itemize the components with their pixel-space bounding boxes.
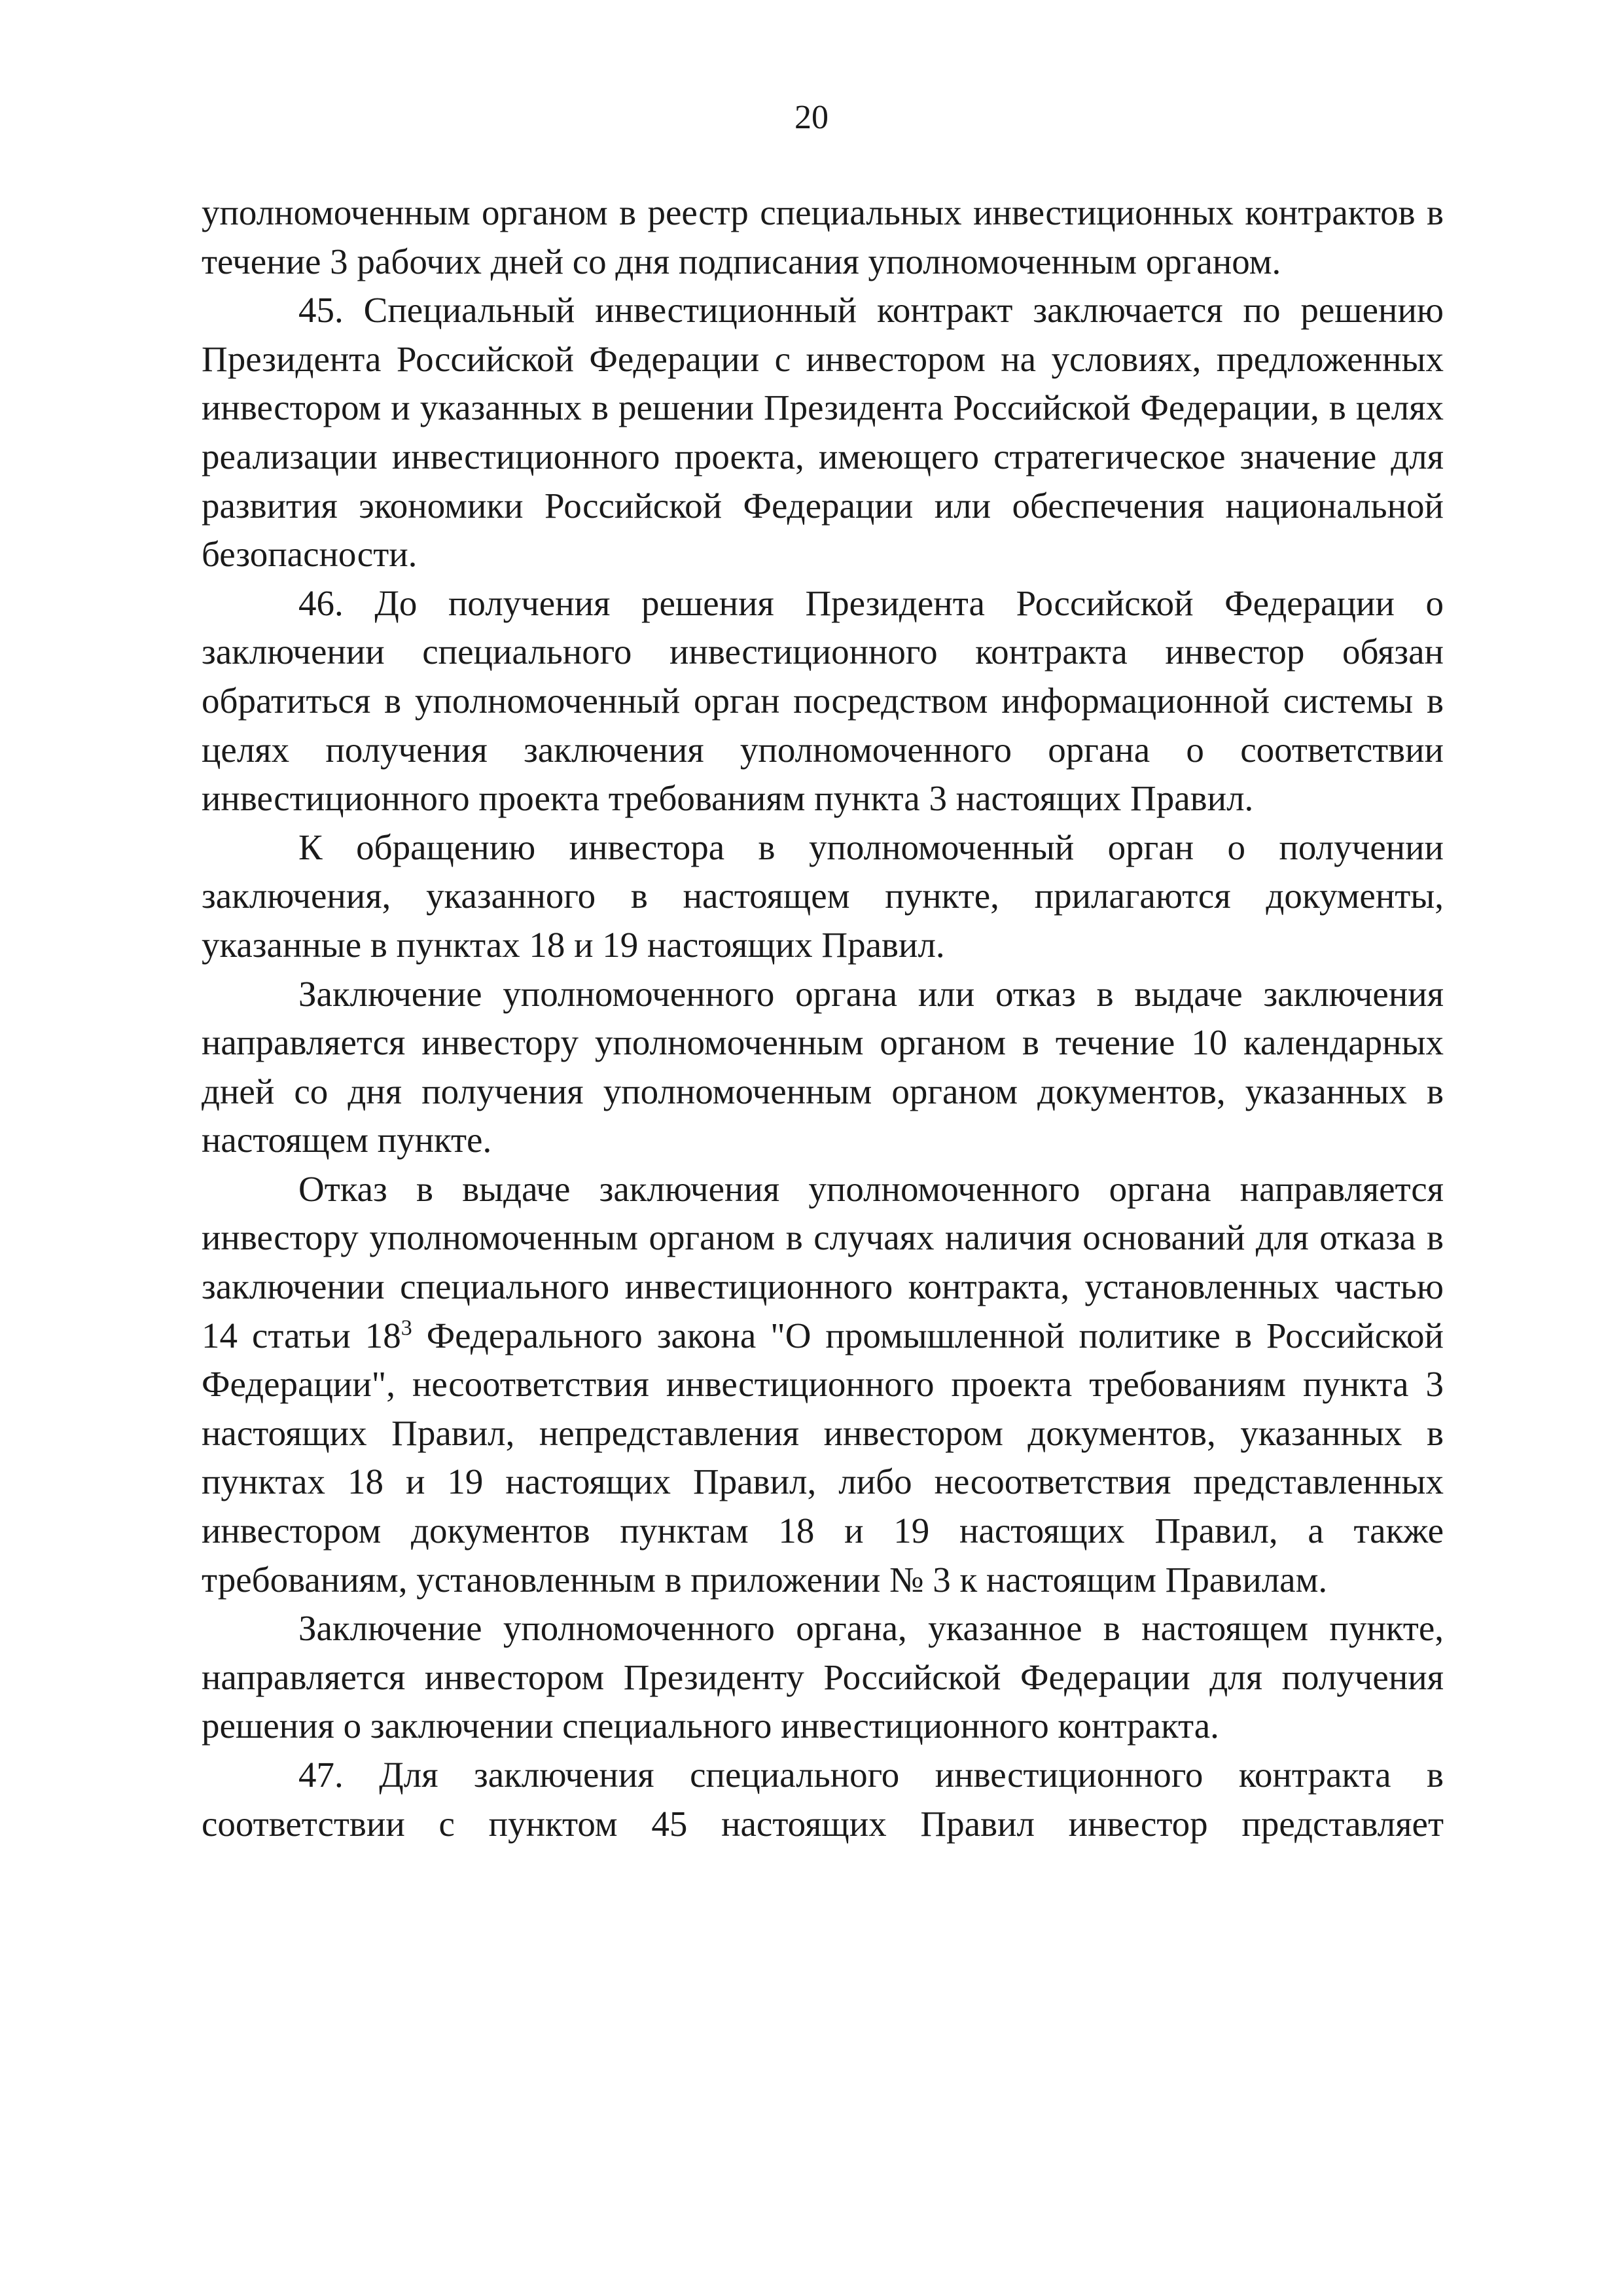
refusal-text-part-2: Федерального закона "О промышленной политике в Российской Федерации", несоответствия инвестиционного проекта требованиям пункта 3 настоящих Правил, непредставления инвестором документов, указанных в пунктах 18 и 19 настоящих Правил, либо несоответствия представленных инвестором документов пунктам 18 и 19 настоящих Правил, а также требованиям, установленным в приложении № 3 к настоящим Правилам. bbox=[202, 1315, 1444, 1600]
paragraph-47: 47. Для заключения специального инвестиционного контракта в соответствии с пунктом 45 настоящих Правил инвестор представляет bbox=[202, 1755, 1444, 1844]
document-body bbox=[202, 188, 1444, 1848]
refusal-text-part-1: Отказ в выдаче заключения уполномоченного органа направляется инвестору уполномоченным органом в случаях наличия оснований для отказа в заключении специального инвестиционного контракта, установленных частью 14 статьи 18 bbox=[202, 1168, 1444, 1355]
paragraph-46-conclusion-submission: Заключение уполномоченного органа, указанное в настоящем пункте, направляется инвестором Президенту Российской Федерации для получения решения о заключении специального инвестиционного контракта. bbox=[202, 1608, 1444, 1746]
paragraph-46: 46. До получения решения Президента Российской Федерации о заключении специального инвестиционного контракта инвестор обязан обратиться в уполномоченный орган посредством информационной системы в целях получения заключения уполномоченного органа о соответствии инвестиционного проекта требованиям пункта 3 настоящих Правил. bbox=[202, 583, 1444, 819]
paragraph-46-attachments: К обращению инвестора в уполномоченный орган о получении заключения, указанного в настоящем пункте, прилагаются документы, указанные в пунктах 18 и 19 настоящих Правил. bbox=[202, 827, 1444, 965]
paragraph-46-refusal-grounds bbox=[202, 1165, 1444, 1604]
paragraph-46-conclusion-deadline: Заключение уполномоченного органа или отказ в выдаче заключения направляется инвестору уполномоченным органом в течение 10 календарных дней со дня получения уполномоченным органом документов, указанных в настоящем пункте. bbox=[202, 973, 1444, 1160]
paragraph-45: 45. Специальный инвестиционный контракт заключается по решению Президента Российской Федерации с инвестором на условиях, предложенных инвестором и указанных в решении Президента Российской Федерации, в целях реализации инвестиционного проекта, имеющего стратегическое значение для развития экономики Российской Федерации или обеспечения национальной безопасности. bbox=[202, 290, 1444, 575]
article-superscript: 3 bbox=[401, 1316, 412, 1340]
page-number: 20 bbox=[794, 99, 829, 136]
paragraph-continuation: уполномоченным органом в реестр специальных инвестиционных контрактов в течение 3 рабочих дней со дня подписания уполномоченным органом. bbox=[202, 192, 1444, 281]
